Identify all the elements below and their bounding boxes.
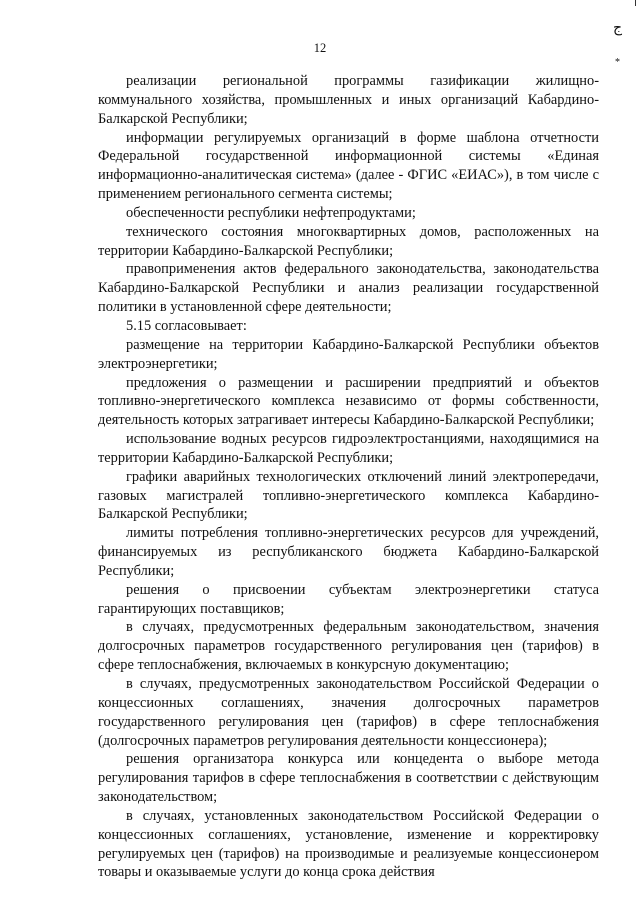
document-body bbox=[98, 72, 599, 882]
margin-tick bbox=[635, 0, 636, 6]
paragraph: обеспеченности республики нефтепродуктами; bbox=[126, 204, 416, 221]
paragraph: решения организатора конкурса или концедента о выборе метода регулирования тарифов в сфере теплоснабжения в соответствии с действующим законодательством; bbox=[98, 751, 599, 806]
paragraph: в случаях, предусмотренных федеральным законодательством, значения долгосрочных параметров государственного регулирования цен (тарифов) в сфере теплоснабжения, включаемых в конкурсную документацию; bbox=[98, 619, 599, 674]
paragraph: графики аварийных технологических отключений линий электропередачи, газовых магистралей топливно-энергетического комплекса Кабардино-Балкарской Республики; bbox=[98, 468, 599, 523]
paragraph: в случаях, предусмотренных законодательством Российской Федерации о концессионных соглашениях, значения долгосрочных параметров государственного регулирования цен (тарифов) в сфере теплоснабжения (долгосрочных параметров регулирования деятельности концессионера); bbox=[98, 676, 599, 749]
paragraph: предложения о размещении и расширении предприятий и объектов топливно-энергетического комплекса независимо от формы собственности, деятельность которых затрагивает интересы Кабардино-Балкарской Республики; bbox=[98, 374, 599, 429]
paragraph: технического состояния многоквартирных домов, расположенных на территории Кабардино-Балкарской Республики; bbox=[98, 223, 599, 259]
paragraph: информации регулируемых организаций в форме шаблона отчетности Федеральной государственной информационной системы «Единая информационно-аналитическая система» (далее - ФГИС «ЕИАС»), в том числе с применением регионального сегмента системы; bbox=[98, 129, 599, 203]
paragraph: в случаях, установленных законодательством Российской Федерации о концессионных соглашениях, установление, изменение и корректировку регулируемых цен (тарифов) на производимые и реализуемые концессионером товары и оказываемые услуги до конца срока действия bbox=[98, 807, 599, 881]
margin-dot: * bbox=[615, 57, 620, 68]
paragraph: лимиты потребления топливно-энергетических ресурсов для учреждений, финансируемых из республиканского бюджета Кабардино-Балкарской Республики; bbox=[98, 525, 599, 579]
paragraph: размещение на территории Кабардино-Балкарской Республики объектов электроэнергетики; bbox=[98, 336, 599, 372]
margin-marks bbox=[610, 0, 640, 120]
paragraph: реализации региональной программы газификации жилищно-коммунального хозяйства, промышленных и иных организаций Кабардино-Балкарской Республики; bbox=[98, 73, 599, 127]
page-number: 12 bbox=[313, 41, 327, 55]
paragraph: правоприменения актов федерального законодательства, законодательства Кабардино-Балкарской Республики и анализ реализации государственной политики в установленной сфере деятельности; bbox=[98, 261, 599, 316]
section-heading: 5.15 согласовывает: bbox=[126, 317, 247, 334]
paragraph: решения о присвоении субъектам электроэнергетики статуса гарантирующих поставщиков; bbox=[98, 581, 599, 617]
margin-scribble: ج bbox=[612, 21, 622, 36]
paragraph: использование водных ресурсов гидроэлектростанциями, находящимися на территории Кабардино-Балкарской Республики; bbox=[98, 431, 599, 466]
